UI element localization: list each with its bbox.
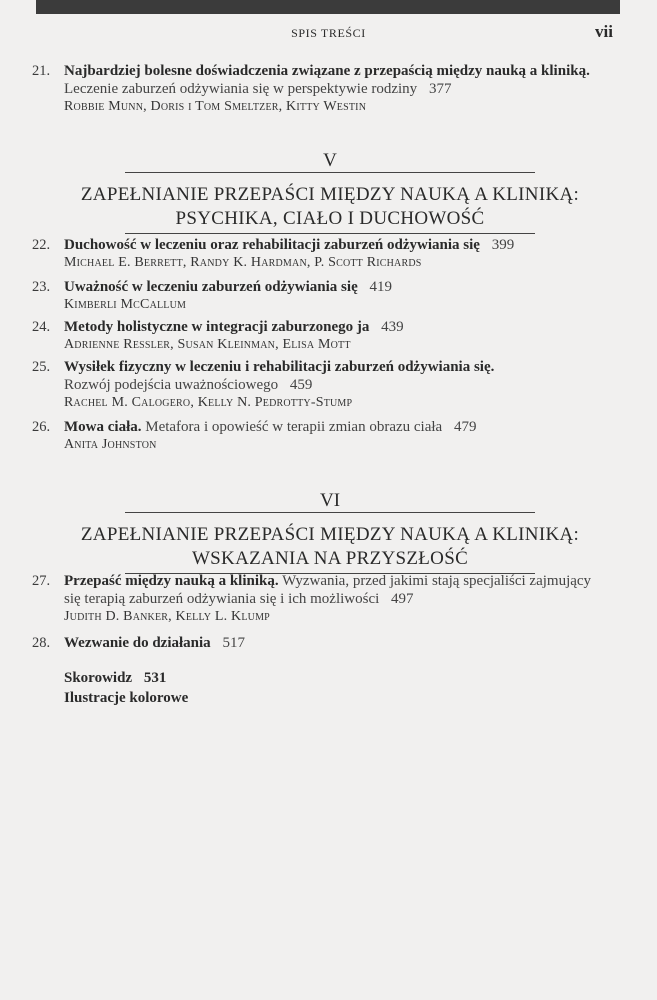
- part-roman: VI: [319, 490, 341, 511]
- toc-entry-21[interactable]: [32, 62, 592, 116]
- entry-title: Wysiłek fizyczny w leczeniu i rehabilitacji zaburzeń odżywiania się.: [64, 359, 495, 375]
- entry-page: 419: [369, 279, 392, 295]
- entry-number: 24.: [32, 319, 51, 335]
- index-label: Skorowidz: [64, 670, 133, 686]
- entry-page: 459: [289, 377, 313, 393]
- part-heading-line1: ZAPEŁNIANIE PRZEPAŚCI MIĘDZY NAUKĄ A KLINIKĄ:: [80, 524, 580, 545]
- entry-number: 21.: [32, 63, 51, 79]
- entry-title: Przepaść między nauką a kliniką.: [64, 573, 279, 589]
- entry-title: Uważność w leczeniu zaburzeń odżywiania się: [64, 279, 358, 295]
- entry-authors: Rachel M. Calogero, Kelly N. Pedrotty-Stump: [64, 395, 353, 410]
- index-page: 531: [143, 670, 167, 686]
- toc-entry-26[interactable]: [32, 418, 592, 454]
- entry-authors: Robbie Munn, Doris i Tom Smeltzer, Kitty Westin: [64, 99, 367, 114]
- entry-subtitle: Wyzwania, przed jakimi stają specjaliści zajmujący się terapią zaburzeń odżywiania się i ich możliwości: [64, 573, 592, 607]
- toc-entry-25[interactable]: [32, 358, 592, 412]
- entry-authors: Kimberli McCallum: [64, 297, 187, 312]
- entry-subtitle: Metafora i opowieść w terapii zmian obrazu ciała: [145, 419, 443, 435]
- part-heading-line2: PSYCHIKA, CIAŁO I DUCHOWOŚĆ: [175, 208, 485, 229]
- entry-number: 22.: [32, 237, 51, 253]
- page-number: vii: [595, 22, 613, 41]
- part-heading-line2: WSKAZANIA NA PRZYSZŁOŚĆ: [191, 548, 469, 569]
- entry-number: 27.: [32, 573, 51, 589]
- entry-page: 479: [453, 419, 477, 435]
- entry-number: 25.: [32, 359, 51, 375]
- toc-entry-28[interactable]: [32, 634, 592, 652]
- entry-number: 26.: [32, 419, 51, 435]
- entry-title: Najbardziej bolesne doświadczenia związane z przepaścią między nauką a kliniką.: [64, 63, 590, 79]
- entry-authors: Anita Johnston: [64, 437, 157, 452]
- part-heading: [80, 183, 580, 231]
- toc-entry-22[interactable]: [32, 236, 592, 272]
- toc-entry-27[interactable]: [32, 572, 592, 626]
- running-title: SPIS TREŚCI: [291, 26, 366, 40]
- top-rule: [36, 0, 620, 14]
- part-rule-top: [125, 512, 535, 513]
- entry-authors: Judith D. Banker, Kelly L. Klump: [64, 609, 270, 624]
- entry-title: Wezwanie do działania: [64, 635, 211, 651]
- entry-authors: Adrienne Ressler, Susan Kleinman, Elisa Mott: [64, 337, 351, 352]
- toc-entry-24[interactable]: [32, 318, 592, 354]
- index-entry[interactable]: [64, 668, 188, 688]
- entry-page: 377: [428, 81, 452, 97]
- entry-authors: Michael E. Berrett, Randy K. Hardman, P. Scott Richards: [64, 255, 422, 270]
- entry-page: 517: [222, 635, 245, 651]
- entry-subtitle: Leczenie zaburzeń odżywiania się w perspektywie rodziny: [64, 81, 418, 97]
- entry-number: 28.: [32, 635, 51, 651]
- color-plates-entry[interactable]: Ilustracje kolorowe: [64, 690, 189, 706]
- part-rule-bottom: [125, 233, 535, 234]
- end-items: [64, 668, 188, 708]
- part-rule-top: [125, 172, 535, 173]
- part-vi-header: [80, 490, 580, 574]
- running-head: [0, 24, 657, 44]
- part-v-header: [80, 150, 580, 234]
- entry-title: Mowa ciała.: [64, 419, 142, 435]
- entry-page: 497: [391, 591, 414, 607]
- part-heading: [80, 523, 580, 571]
- entry-title: Duchowość w leczeniu oraz rehabilitacji zaburzeń odżywiania się: [64, 237, 480, 253]
- part-roman: V: [323, 150, 337, 171]
- entry-title: Metody holistyczne w integracji zaburzonego ja: [64, 319, 370, 335]
- entry-page: 399: [491, 237, 515, 253]
- entry-page: 439: [381, 319, 404, 335]
- entry-subtitle: Rozwój podejścia uważnościowego: [64, 377, 279, 393]
- toc-entry-23[interactable]: [32, 278, 592, 314]
- entry-number: 23.: [32, 279, 51, 295]
- part-heading-line1: ZAPEŁNIANIE PRZEPAŚCI MIĘDZY NAUKĄ A KLINIKĄ:: [80, 184, 580, 205]
